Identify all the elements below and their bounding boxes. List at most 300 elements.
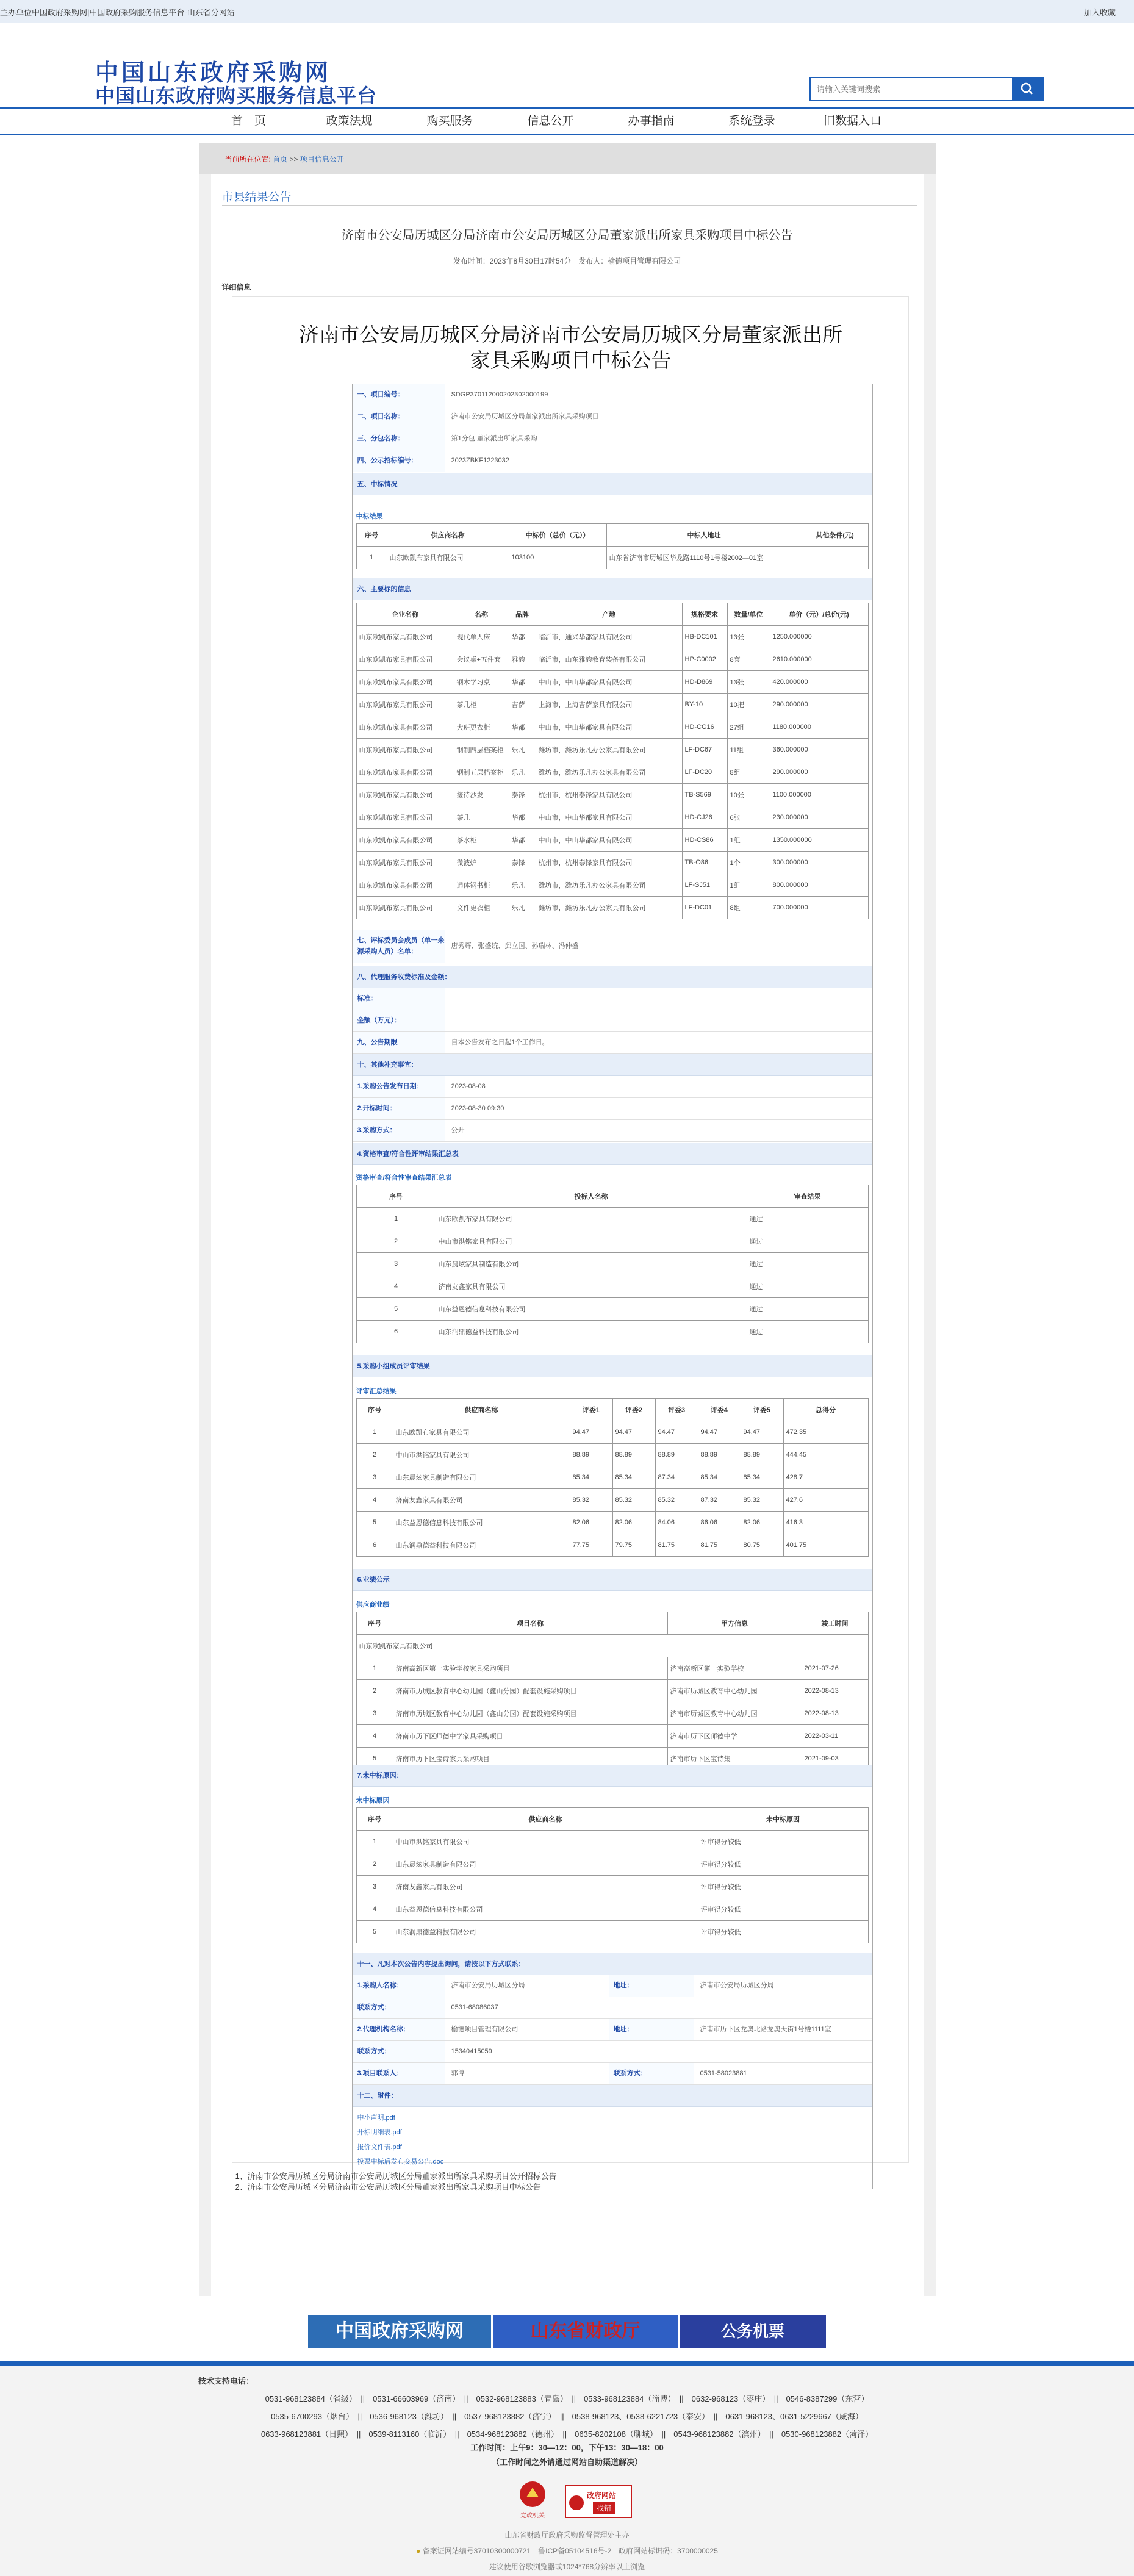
td: 济南市历下区师德中学家具采购项目 <box>393 1725 667 1748</box>
content-panel <box>211 174 924 2296</box>
td: 济南友鑫家具有限公司 <box>393 1489 570 1512</box>
td: 4 <box>356 1489 393 1512</box>
td: 杭州市，杭州泰锋家具有限公司 <box>536 852 682 874</box>
search-icon <box>1012 78 1042 100</box>
td: 8组 <box>727 897 770 919</box>
td: 800.000000 <box>770 874 868 897</box>
td: 85.34 <box>612 1466 655 1489</box>
header <box>0 23 1134 107</box>
th: 评委3 <box>655 1399 698 1421</box>
td: 雅韵 <box>509 648 536 671</box>
footer-divider <box>0 2361 1134 2366</box>
table-row <box>356 1680 868 1702</box>
sub-title: 中标结果 <box>356 513 383 520</box>
th: 产地 <box>536 603 682 626</box>
table-row <box>356 626 868 648</box>
contact-value: 济南市公安局历城区分局 <box>700 1982 774 1989</box>
td: 潍坊市，潍坊乐凡办公家具有限公司 <box>536 897 682 919</box>
td: 2 <box>356 1444 393 1466</box>
td: 钢制四层档案柜 <box>454 739 509 761</box>
td: LF-DC01 <box>682 897 727 919</box>
th: 总得分 <box>783 1399 868 1421</box>
info-value: 2023ZBKF1223032 <box>451 457 509 464</box>
td: 潍坊市，潍坊乐凡办公家具有限公司 <box>536 761 682 784</box>
qualification-table <box>356 1185 869 1343</box>
td: 94.47 <box>741 1421 783 1444</box>
td: HP-C0002 <box>682 648 727 671</box>
info-label: 一、项目编号： <box>353 384 445 406</box>
td: 评审得分较低 <box>698 1898 868 1921</box>
td: 通过 <box>747 1253 868 1275</box>
td: 2022-08-13 <box>802 1702 868 1725</box>
td: 87.34 <box>655 1466 698 1489</box>
section-contact: 十一、凡对本次公告内容提出询问，请按以下方式联系： <box>353 1953 872 1975</box>
contact-label: 1.采购人名称： <box>353 1975 445 1997</box>
td: 华都 <box>509 716 536 739</box>
th: 中标价（总价（元）） <box>509 524 606 547</box>
table-row <box>356 694 868 716</box>
td: 700.000000 <box>770 897 868 919</box>
attachment-link[interactable]: 中小声明.pdf <box>357 2114 395 2122</box>
committee-row <box>353 930 872 963</box>
td: 6 <box>356 1534 393 1557</box>
td: 山东欧凯布家具有限公司 <box>436 1208 747 1230</box>
nav-guide[interactable]: 办事指南 <box>628 115 675 127</box>
info-label: 四、公示招标编号： <box>353 450 445 472</box>
td: 85.32 <box>741 1489 783 1512</box>
info-value: 公开 <box>451 1127 465 1134</box>
main-area <box>199 174 936 2296</box>
detail-label: 详细信息 <box>221 283 251 292</box>
table-row <box>356 1657 868 1680</box>
td: BY-10 <box>682 694 727 716</box>
top-bar-text: 主办单位中国政府采购网|中国政府采购服务信息平台-山东省分网站 <box>0 8 235 17</box>
td: 4 <box>356 1898 393 1921</box>
td: 360.000000 <box>770 739 868 761</box>
td: 茶几柜 <box>454 694 509 716</box>
info-value: 自本公告发布之日起1个工作日。 <box>451 1039 549 1046</box>
table-row <box>356 716 868 739</box>
td: 3 <box>356 1466 393 1489</box>
nav-policy[interactable]: 政策法规 <box>326 115 373 127</box>
banner-ccgp[interactable]: 中国政府采购网 <box>308 2315 491 2348</box>
table-row <box>356 1208 868 1230</box>
table-header <box>356 1808 868 1831</box>
td: TB-S569 <box>682 784 727 806</box>
section-qualification: 4.资格审查/符合性评审结果汇总表 <box>353 1143 872 1165</box>
td: 80.75 <box>741 1534 783 1557</box>
td: 茶几 <box>454 806 509 829</box>
table-row <box>356 1321 868 1343</box>
info-label: 九、公告期限 <box>353 1032 445 1053</box>
td: 上海市，上海吉萨家具有限公司 <box>536 694 682 716</box>
breadcrumb-current[interactable]: 项目信息公开 <box>300 155 344 163</box>
table-row <box>356 1298 868 1321</box>
td: 山东晨炫家具制造有限公司 <box>436 1253 747 1275</box>
td: 94.47 <box>570 1421 612 1444</box>
contact-label: 地址： <box>609 2019 694 2040</box>
td: 山东欧凯布家具有限公司 <box>387 547 509 569</box>
section-performance: 6.业绩公示 <box>353 1569 872 1591</box>
gov-website-badge[interactable] <box>565 2485 632 2518</box>
table-header <box>356 1185 868 1208</box>
td: 会议桌+五件套 <box>454 648 509 671</box>
td: 山东欧凯布家具有限公司 <box>356 648 454 671</box>
td: 评审得分较低 <box>698 1853 868 1876</box>
search-button[interactable] <box>1012 78 1042 100</box>
td: 427.6 <box>783 1489 868 1512</box>
td: HD-CJ26 <box>682 806 727 829</box>
td: 济南友鑫家具有限公司 <box>436 1275 747 1298</box>
td: 87.32 <box>698 1489 741 1512</box>
related-link[interactable]: 2、济南市公安局历城区分局济南市公安局历城区分局董家派出所家具采购项目中标公告 <box>235 2183 541 2192</box>
td: 茶水柜 <box>454 829 509 852</box>
td: 1 <box>356 1657 393 1680</box>
td: 2022-03-11 <box>802 1725 868 1748</box>
td: 济南市历城区教育中心幼儿园 <box>667 1702 802 1725</box>
td: 华都 <box>509 829 536 852</box>
td: 79.75 <box>612 1534 655 1557</box>
td: 山东欧凯布家具有限公司 <box>356 874 454 897</box>
td: LF-SJ51 <box>682 874 727 897</box>
td: 88.89 <box>741 1444 783 1466</box>
td: 2022-08-13 <box>802 1680 868 1702</box>
attachment-link[interactable]: 报价文件表.pdf <box>357 2144 402 2151</box>
info-row <box>353 1076 872 1098</box>
td: 山东晨炫家具制造有限公司 <box>393 1853 698 1876</box>
th: 供应商名称 <box>393 1808 698 1831</box>
table-row <box>356 1725 868 1748</box>
td: 山东润鼎德益科技有限公司 <box>393 1534 570 1557</box>
td: 1个 <box>727 852 770 874</box>
td: 钢木学习桌 <box>454 671 509 694</box>
td: 中山市，中山华都家具有限公司 <box>536 671 682 694</box>
td: 通过 <box>747 1275 868 1298</box>
th: 未中标原因 <box>698 1808 868 1831</box>
info-value: 2023-08-30 09:30 <box>451 1105 504 1112</box>
contact-value: 0531-68086037 <box>451 2004 498 2011</box>
info-row <box>353 384 872 406</box>
attachment-link[interactable]: 投票中标后发布交易公告.doc <box>357 2158 444 2165</box>
td: 2 <box>356 1230 436 1253</box>
table-header <box>356 1612 868 1635</box>
table-row <box>356 1444 868 1466</box>
win-table <box>356 523 869 569</box>
section-nonwin: 7.未中标原因： <box>353 1765 872 1787</box>
performance-table <box>356 1612 869 1770</box>
td: HB-DC101 <box>682 626 727 648</box>
section-attachments: 十二、附件： <box>353 2085 872 2107</box>
th: 序号 <box>356 1612 393 1635</box>
td: 8套 <box>727 648 770 671</box>
logo-line2: 中国山东政府购买服务信息平台 <box>95 85 378 107</box>
table-row <box>356 1635 868 1657</box>
td: 微波炉 <box>454 852 509 874</box>
th: 供应商名称 <box>393 1399 570 1421</box>
contact-row <box>353 2063 872 2085</box>
table-row <box>356 852 868 874</box>
td: 444.45 <box>783 1444 868 1466</box>
table-row <box>356 1831 868 1853</box>
td: 5 <box>356 1921 393 1943</box>
td: 4 <box>356 1725 393 1748</box>
info-value: 第1分包 董家派出所家具采购 <box>451 435 537 442</box>
support-title: 技术支持电话： <box>198 2377 254 2386</box>
td: 山东欧凯布家具有限公司 <box>393 1421 570 1444</box>
td: 山东益恩德信息科技有限公司 <box>393 1512 570 1534</box>
td: 山东润鼎德益科技有限公司 <box>393 1921 698 1943</box>
info-label: 金额（万元）： <box>353 1010 445 1031</box>
th: 其他条件(元) <box>802 524 868 547</box>
td: 山东欧凯布家具有限公司 <box>356 806 454 829</box>
td: 88.89 <box>655 1444 698 1466</box>
table-row <box>356 1230 868 1253</box>
table-row <box>356 1512 868 1534</box>
td: 3 <box>356 1253 436 1275</box>
td: 乐凡 <box>509 897 536 919</box>
td: 山东欧凯布家具有限公司 <box>356 739 454 761</box>
contact-label: 地址： <box>609 1975 694 1997</box>
attachment-list <box>357 2111 444 2169</box>
contact-row <box>353 1997 872 2019</box>
td: 济南市历下区宝诗家具采购项目 <box>393 1748 667 1770</box>
info-row <box>353 1032 872 1054</box>
add-favorite-link[interactable]: 加入收藏 <box>1083 8 1116 17</box>
th: 序号 <box>356 1808 393 1831</box>
td: 401.75 <box>783 1534 868 1557</box>
table-row <box>356 648 868 671</box>
td: 济南市历城区教育中心幼儿园 <box>667 1680 802 1702</box>
th: 中标人地址 <box>606 524 802 547</box>
td: 济南高新区第一实验学校家具采购项目 <box>393 1657 667 1680</box>
info-row <box>353 450 872 472</box>
td: 文件更衣柜 <box>454 897 509 919</box>
td: 山东欧凯布家具有限公司 <box>356 897 454 919</box>
contact-label: 联系方式： <box>609 2063 694 2084</box>
section-items: 六、主要标的信息 <box>353 578 872 600</box>
nav-purchase-service[interactable]: 购买服务 <box>426 115 473 127</box>
info-row <box>353 1098 872 1120</box>
work-time <box>0 2441 1134 2470</box>
td: HD-D869 <box>682 671 727 694</box>
contact-value: 济南市历下区龙奥北路龙奥天街1号楼1111室 <box>700 2026 831 2033</box>
td: 27组 <box>727 716 770 739</box>
td: 94.47 <box>655 1421 698 1444</box>
td: 1 <box>356 1421 393 1444</box>
td: 85.32 <box>655 1489 698 1512</box>
td: 评审得分较低 <box>698 1921 868 1943</box>
party-gov-badge[interactable] <box>516 2480 549 2519</box>
th: 品牌 <box>509 603 536 626</box>
td: 416.3 <box>783 1512 868 1534</box>
footer <box>0 2366 1134 2576</box>
td: 85.32 <box>570 1489 612 1512</box>
td: 2021-07-26 <box>802 1657 868 1680</box>
support-phones <box>0 2390 1134 2443</box>
phone-line: 0531-968123884（省级） || 0531-66603969（济南） || 0532-968123883（青岛） || 0533-968123884（淄博） || 0632-968123（枣庄） || 0546-8387299（东营） <box>265 2394 869 2403</box>
gov-site-icon <box>567 2488 586 2518</box>
section-fee: 八、代理服务收费标准及金额： <box>353 966 872 988</box>
td: 1组 <box>727 874 770 897</box>
info-label: 2.开标时间： <box>353 1098 445 1119</box>
work-hours: 工作时间：上午9：30—12：00，下午13：30—18：00 <box>470 2443 664 2452</box>
td: 290.000000 <box>770 694 868 716</box>
td: 88.89 <box>698 1444 741 1466</box>
main-nav <box>0 107 1134 135</box>
td: 94.47 <box>698 1421 741 1444</box>
info-row <box>353 988 872 1010</box>
badge-label: 党政机关 <box>520 2513 545 2519</box>
attachment-link[interactable]: 开标明细表.pdf <box>357 2129 402 2136</box>
td: HD-CS86 <box>682 829 727 852</box>
footer-line-text: 备案证网站编号37010300000721 鲁ICP备05104516号-2 政府网站标识码：3700000025 <box>422 2547 718 2555</box>
th: 项目名称 <box>393 1612 667 1635</box>
td: 山东益恩德信息科技有限公司 <box>393 1898 698 1921</box>
td: 乐凡 <box>509 739 536 761</box>
table-row <box>356 761 868 784</box>
work-note: （工作时间之外请通过网站自助渠道解决） <box>491 2458 642 2467</box>
breadcrumb-label: 当前所在位置: <box>224 155 271 163</box>
th: 名称 <box>454 603 509 626</box>
th: 序号 <box>356 1399 393 1421</box>
th: 评委1 <box>570 1399 612 1421</box>
breadcrumb-sep: >> <box>289 155 298 163</box>
td: 山东益恩德信息科技有限公司 <box>436 1298 747 1321</box>
table-row <box>356 1534 868 1557</box>
contact-row <box>353 1975 872 1997</box>
td: 300.000000 <box>770 852 868 874</box>
search-input[interactable] <box>811 78 1012 100</box>
td: 潍坊市，潍坊乐凡办公家具有限公司 <box>536 739 682 761</box>
td: 1100.000000 <box>770 784 868 806</box>
table-header <box>356 1399 868 1421</box>
logo-line1: 中国山东政府采购网 <box>95 60 332 86</box>
td: 5 <box>356 1512 393 1534</box>
td: 1250.000000 <box>770 626 868 648</box>
info-label: 七、评标委员会成员（单一来源采购人员）名单： <box>353 930 445 963</box>
td: 94.47 <box>612 1421 655 1444</box>
td: 济南市历城区教育中心幼儿园（鑫山分园）配套设施采购项目 <box>393 1680 667 1702</box>
th: 审查结果 <box>747 1185 868 1208</box>
td: 85.34 <box>698 1466 741 1489</box>
td: 1 <box>356 1831 393 1853</box>
nav-info-public[interactable]: 信息公开 <box>527 115 574 127</box>
td: 山东欧凯布家具有限公司 <box>356 626 454 648</box>
td: 山东欧凯布家具有限公司 <box>356 671 454 694</box>
td: 中山市，中山华都家具有限公司 <box>536 806 682 829</box>
info-label: 二、项目名称： <box>353 406 445 428</box>
table-row <box>356 1421 868 1444</box>
contact-label: 2.代理机构名称： <box>353 2019 445 2040</box>
td: 6张 <box>727 806 770 829</box>
th: 单价（元）/总价(元) <box>770 603 868 626</box>
td: 济南市历下区师德中学 <box>667 1725 802 1748</box>
section-win: 五、中标情况 <box>353 473 872 495</box>
td: 88.89 <box>612 1444 655 1466</box>
td: 82.06 <box>570 1512 612 1534</box>
td: 10把 <box>727 694 770 716</box>
td: 山东欧凯布家具有限公司 <box>356 694 454 716</box>
contact-row <box>353 2019 872 2041</box>
phone-line: 0535-6700293（烟台） || 0536-968123（潍坊） || 0537-968123882（济宁） || 0538-968123、0538-6221723（泰安） || 0631-968123、0631-5229667（威海） <box>271 2412 863 2421</box>
table-row <box>356 1876 868 1898</box>
document-title: 济南市公安局历城区分局济南市公安局历城区分局董家派出所家具采购项目中标公告 <box>299 325 842 372</box>
td: 吉萨 <box>509 694 536 716</box>
sub-title: 资格审查/符合性审查结果汇总表 <box>356 1174 452 1182</box>
info-row <box>353 1120 872 1142</box>
table-row <box>356 671 868 694</box>
table-row <box>356 829 868 852</box>
td: 济南市历下区宝诗集 <box>667 1748 802 1770</box>
td: 88.89 <box>570 1444 612 1466</box>
table-row <box>356 806 868 829</box>
info-value: 2023-08-08 <box>451 1083 486 1090</box>
td: 85.32 <box>612 1489 655 1512</box>
banner-air-ticket[interactable]: 公务机票 <box>680 2315 826 2348</box>
td: 11组 <box>727 739 770 761</box>
breadcrumb-home[interactable]: 首页 <box>273 155 288 163</box>
td: 290.000000 <box>770 761 868 784</box>
td: 接待沙发 <box>454 784 509 806</box>
table-row <box>356 739 868 761</box>
td: 山东晨炫家具制造有限公司 <box>393 1466 570 1489</box>
td: 评审得分较低 <box>698 1831 868 1853</box>
top-bar <box>0 0 1134 23</box>
th: 甲方信息 <box>667 1612 802 1635</box>
table-row <box>356 874 868 897</box>
table-row <box>356 1853 868 1876</box>
info-value: SDGP370112000202302000199 <box>451 391 548 398</box>
td: 山东润鼎德益科技有限公司 <box>436 1321 747 1343</box>
nav-login[interactable]: 系统登录 <box>728 115 775 127</box>
footer-legal <box>0 2527 1134 2575</box>
banner-finance[interactable]: 山东省财政厅 <box>493 2315 678 2348</box>
table-row <box>356 1489 868 1512</box>
table-header <box>356 524 868 547</box>
items-table <box>356 603 869 919</box>
info-row <box>353 406 872 428</box>
table-header <box>356 603 868 626</box>
td: 通过 <box>747 1298 868 1321</box>
td: 山东欧凯布家具有限公司 <box>356 829 454 852</box>
td: LF-DC20 <box>682 761 727 784</box>
footer-line: 建议使用谷歌浏览器或1024*768分辨率以上浏览 <box>489 2563 645 2571</box>
table-row <box>356 897 868 919</box>
th: 序号 <box>356 524 387 547</box>
td: 85.34 <box>570 1466 612 1489</box>
td: 华都 <box>509 626 536 648</box>
td: 中山市洪铭家具有限公司 <box>393 1444 570 1466</box>
info-label: 三、分包名称： <box>353 428 445 450</box>
td: 6 <box>356 1321 436 1343</box>
related-link[interactable]: 1、济南市公安局历城区分局济南市公安局历城区分局董家派出所家具采购项目公开招标公告 <box>235 2172 557 2181</box>
td: 86.06 <box>698 1512 741 1534</box>
section-divider <box>222 205 917 206</box>
contact-value: 15340415059 <box>451 2048 492 2055</box>
breadcrumb <box>199 143 936 174</box>
td: 10张 <box>727 784 770 806</box>
td: 泰锋 <box>509 852 536 874</box>
td: 1组 <box>727 829 770 852</box>
td: 中山市洪铭家具有限公司 <box>436 1230 747 1253</box>
table-row <box>356 1921 868 1943</box>
td: 现代单人床 <box>454 626 509 648</box>
nav-old-data[interactable]: 旧数据入口 <box>823 115 881 127</box>
td: 420.000000 <box>770 671 868 694</box>
td: 临沂市，通兴华都家具有限公司 <box>536 626 682 648</box>
nav-home[interactable]: 首 页 <box>231 115 266 127</box>
phone-line: 0633-968123881（日照） || 0539-8113160（临沂） || 0534-968123882（德州） || 0635-8202108（聊城） || 0543-968123882（滨州） || 0530-968123882（菏泽） <box>260 2430 874 2439</box>
